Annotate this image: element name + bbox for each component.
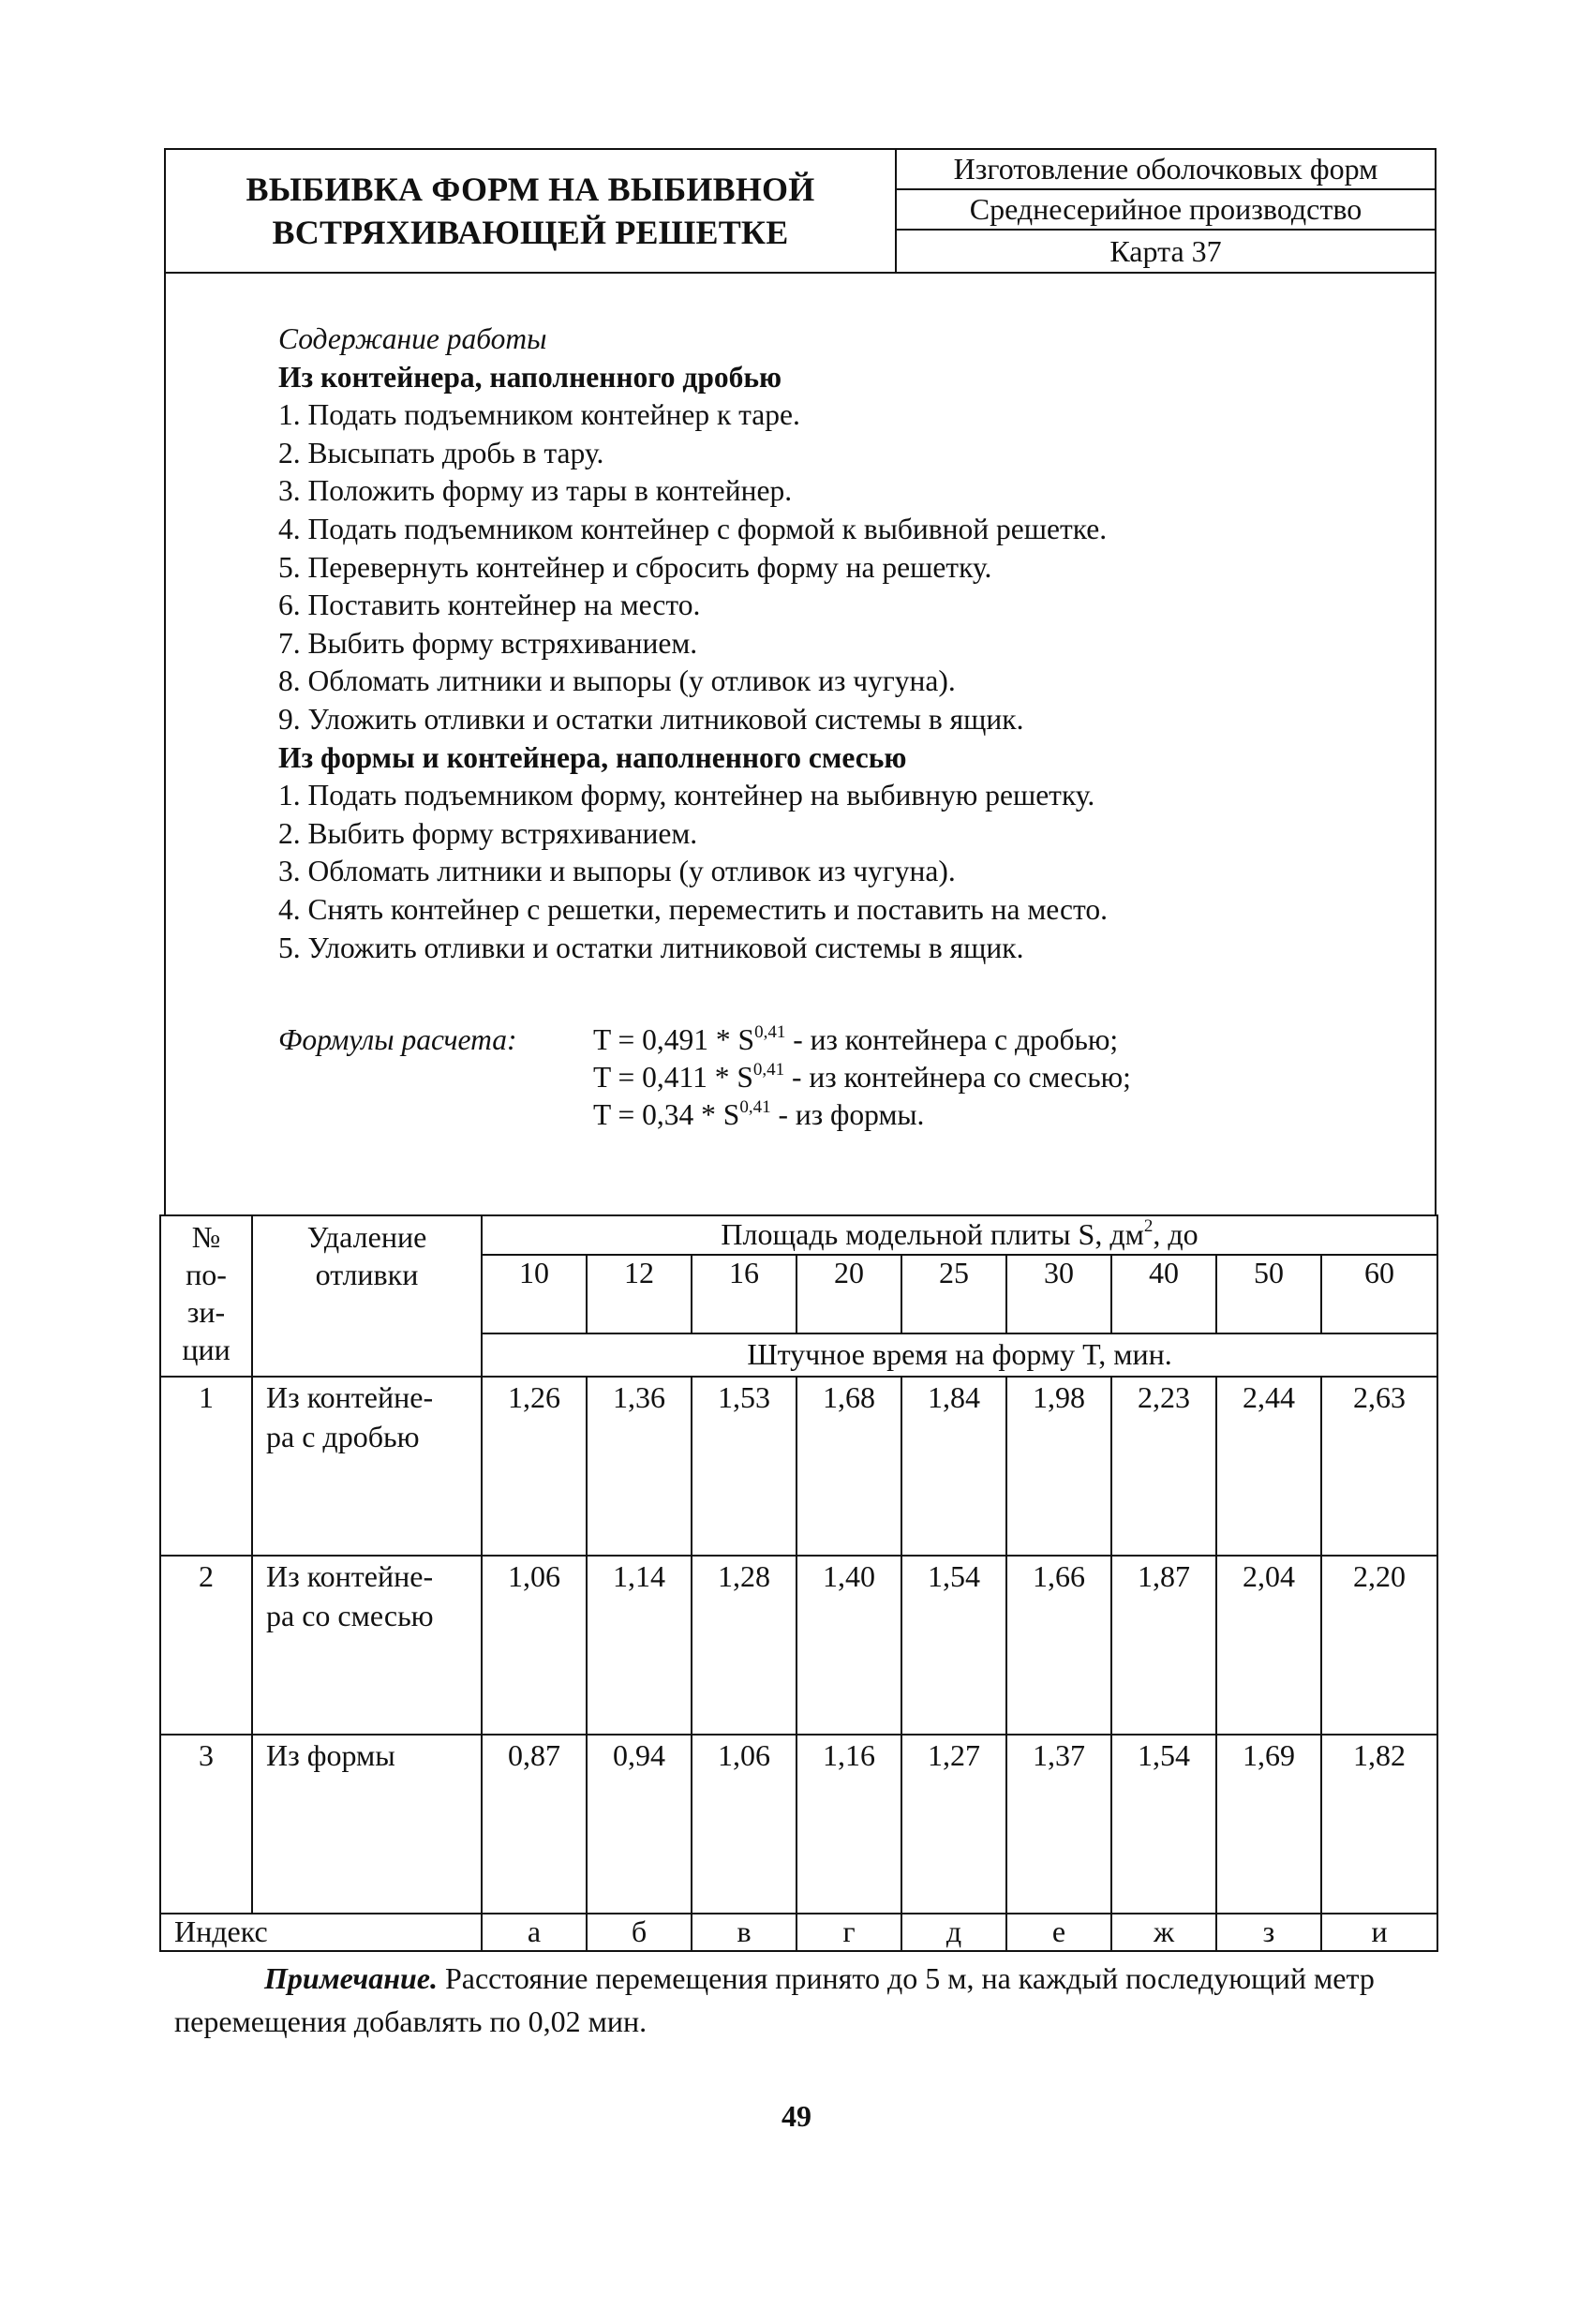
section1-title: Из контейнера, наполненного дробью xyxy=(278,360,782,394)
row-name-line: Из формы xyxy=(266,1738,395,1772)
formula-line-1 xyxy=(593,1021,1131,1059)
header-text: ции xyxy=(182,1333,231,1366)
time-value: 2,44 xyxy=(1216,1377,1321,1556)
time-header: Штучное время на форму T, мин. xyxy=(482,1333,1437,1377)
production-type: Среднесерийное производство xyxy=(897,190,1435,231)
note-label: Примечание. xyxy=(264,1961,438,1995)
list-item: 6. Поставить контейнер на место. xyxy=(278,588,701,622)
header-text: № xyxy=(191,1220,221,1254)
row-name xyxy=(252,1556,482,1735)
note-text: Расстояние перемещения принято до 5 м, на каждый последующий метр перемещения добавлять по 0,02 мин. xyxy=(174,1961,1375,2038)
time-value: 1,06 xyxy=(482,1556,587,1735)
time-value: 0,87 xyxy=(482,1735,587,1914)
time-value: 1,84 xyxy=(901,1377,1006,1556)
process-name: Изготовление оболочковых форм xyxy=(897,150,1435,190)
formula-exponent: 0,41 xyxy=(754,1021,786,1042)
time-value: 1,53 xyxy=(692,1377,796,1556)
time-value: 1,16 xyxy=(796,1735,901,1914)
card-title-line2: ВСТРЯХИВАЮЩЕЙ РЕШЕТКЕ xyxy=(272,214,789,251)
formula-line-2 xyxy=(593,1059,1131,1096)
time-value: 1,66 xyxy=(1006,1556,1111,1735)
list-item: 8. Обломать литники и выпоры (у отливок из чугуна). xyxy=(278,664,956,698)
time-value: 1,26 xyxy=(482,1377,587,1556)
index-letter: а xyxy=(482,1914,587,1951)
index-letter: е xyxy=(1006,1914,1111,1951)
formula-text: T = 0,491 * S xyxy=(593,1023,755,1056)
list-item: 1. Подать подъемником форму, контейнер на выбивную решетку. xyxy=(278,779,1095,812)
table-row xyxy=(160,1556,1437,1735)
time-value: 1,27 xyxy=(901,1735,1006,1914)
header-text: Удаление xyxy=(306,1220,427,1254)
row-number: 2 xyxy=(160,1556,252,1735)
table-row xyxy=(160,1377,1437,1556)
time-value: 1,87 xyxy=(1111,1556,1216,1735)
index-letter: в xyxy=(692,1914,796,1951)
row-name-line: Из контейне- xyxy=(266,1380,434,1414)
header-text: , до xyxy=(1153,1217,1198,1251)
row-name-line: Из контейне- xyxy=(266,1559,434,1593)
area-value: 10 xyxy=(482,1255,587,1333)
formula-desc: - из контейнера со смесью; xyxy=(784,1061,1131,1094)
index-letter: г xyxy=(796,1914,901,1951)
card-title-line1: ВЫБИВКА ФОРМ НА ВЫБИВНОЙ xyxy=(246,171,815,208)
index-letter: з xyxy=(1216,1914,1321,1951)
section2-title: Из формы и контейнера, наполненного смесью xyxy=(278,740,907,774)
index-letter: и xyxy=(1321,1914,1437,1951)
header-text: по- xyxy=(186,1258,227,1291)
area-value: 40 xyxy=(1111,1255,1216,1333)
area-value: 25 xyxy=(901,1255,1006,1333)
list-item: 2. Выбить форму встряхиванием. xyxy=(278,816,698,850)
time-value: 1,54 xyxy=(901,1556,1006,1735)
list-item: 1. Подать подъемником контейнер к таре. xyxy=(278,398,800,432)
list-item: 4. Снять контейнер с решетки, переместить и поставить на место. xyxy=(278,892,1108,926)
row-name xyxy=(252,1377,482,1556)
card-meta xyxy=(897,150,1435,272)
header-text: Площадь модельной плиты S, дм xyxy=(721,1217,1144,1251)
list-item: 5. Перевернуть контейнер и сбросить форму на решетку. xyxy=(278,550,992,584)
card-header xyxy=(164,148,1437,274)
list-item: 3. Обломать литники и выпоры (у отливок из чугуна). xyxy=(278,855,956,888)
area-value: 12 xyxy=(587,1255,692,1333)
index-label: Индекс xyxy=(160,1914,482,1951)
header-text: отливки xyxy=(315,1258,419,1291)
time-value: 1,14 xyxy=(587,1556,692,1735)
content-heading: Содержание работы xyxy=(278,322,547,355)
card-number: Карта 37 xyxy=(1109,233,1222,268)
list-item: 4. Подать подъемником контейнер с формой к выбивной решетке. xyxy=(278,512,1108,545)
time-value: 1,54 xyxy=(1111,1735,1216,1914)
formula-exponent: 0,41 xyxy=(739,1096,771,1117)
time-value: 1,69 xyxy=(1216,1735,1321,1914)
row-name-line: ра со смесью xyxy=(266,1599,434,1632)
area-value: 16 xyxy=(692,1255,796,1333)
time-value: 1,82 xyxy=(1321,1735,1437,1914)
index-letter: д xyxy=(901,1914,1006,1951)
time-value: 1,36 xyxy=(587,1377,692,1556)
time-value: 2,04 xyxy=(1216,1556,1321,1735)
row-number: 3 xyxy=(160,1735,252,1914)
formula-text: T = 0,34 * S xyxy=(593,1098,740,1131)
formula-desc: - из контейнера с дробью; xyxy=(785,1023,1119,1056)
list-item: 5. Уложить отливки и остатки литниковой системы в ящик. xyxy=(278,931,1024,964)
area-value: 60 xyxy=(1321,1255,1437,1333)
note xyxy=(174,1957,1411,2043)
area-value: 30 xyxy=(1006,1255,1111,1333)
page-number: 49 xyxy=(782,2099,811,2133)
formula-exponent: 0,41 xyxy=(752,1059,785,1080)
time-value: 2,20 xyxy=(1321,1556,1437,1735)
area-value: 50 xyxy=(1216,1255,1321,1333)
time-value: 1,68 xyxy=(796,1377,901,1556)
time-value: 2,23 xyxy=(1111,1377,1216,1556)
area-header xyxy=(482,1215,1437,1255)
work-content xyxy=(164,272,1437,1214)
time-value: 1,28 xyxy=(692,1556,796,1735)
col-removal xyxy=(252,1215,482,1377)
formula-text: T = 0,411 * S xyxy=(593,1061,753,1094)
time-value: 1,37 xyxy=(1006,1735,1111,1914)
formula-desc: - из формы. xyxy=(770,1098,925,1131)
header-text: зи- xyxy=(186,1295,226,1329)
table-row xyxy=(160,1735,1437,1914)
card-title xyxy=(166,150,897,272)
time-value: 0,94 xyxy=(587,1735,692,1914)
formula-lines xyxy=(593,1021,1131,1134)
index-letter: б xyxy=(587,1914,692,1951)
list-item: 3. Положить форму из тары в контейнер. xyxy=(278,474,793,508)
row-name xyxy=(252,1735,482,1914)
index-letter: ж xyxy=(1111,1914,1216,1951)
time-value: 2,63 xyxy=(1321,1377,1437,1556)
list-item: 7. Выбить форму встряхиванием. xyxy=(278,626,698,660)
col-position-number xyxy=(160,1215,252,1377)
header-exponent: 2 xyxy=(1143,1216,1154,1237)
work-content-text xyxy=(278,320,1403,967)
time-value: 1,40 xyxy=(796,1556,901,1735)
row-name-line: ра с дробью xyxy=(266,1420,420,1453)
formula-label: Формулы расчета: xyxy=(278,1023,517,1056)
formula-line-3 xyxy=(593,1096,1131,1134)
time-norms-table xyxy=(159,1214,1438,1952)
time-value: 1,06 xyxy=(692,1735,796,1914)
row-number: 1 xyxy=(160,1377,252,1556)
index-row xyxy=(160,1914,1437,1951)
time-value: 1,98 xyxy=(1006,1377,1111,1556)
list-item: 9. Уложить отливки и остатки литниковой системы в ящик. xyxy=(278,702,1024,736)
area-value: 20 xyxy=(796,1255,901,1333)
list-item: 2. Высыпать дробь в тару. xyxy=(278,436,604,469)
